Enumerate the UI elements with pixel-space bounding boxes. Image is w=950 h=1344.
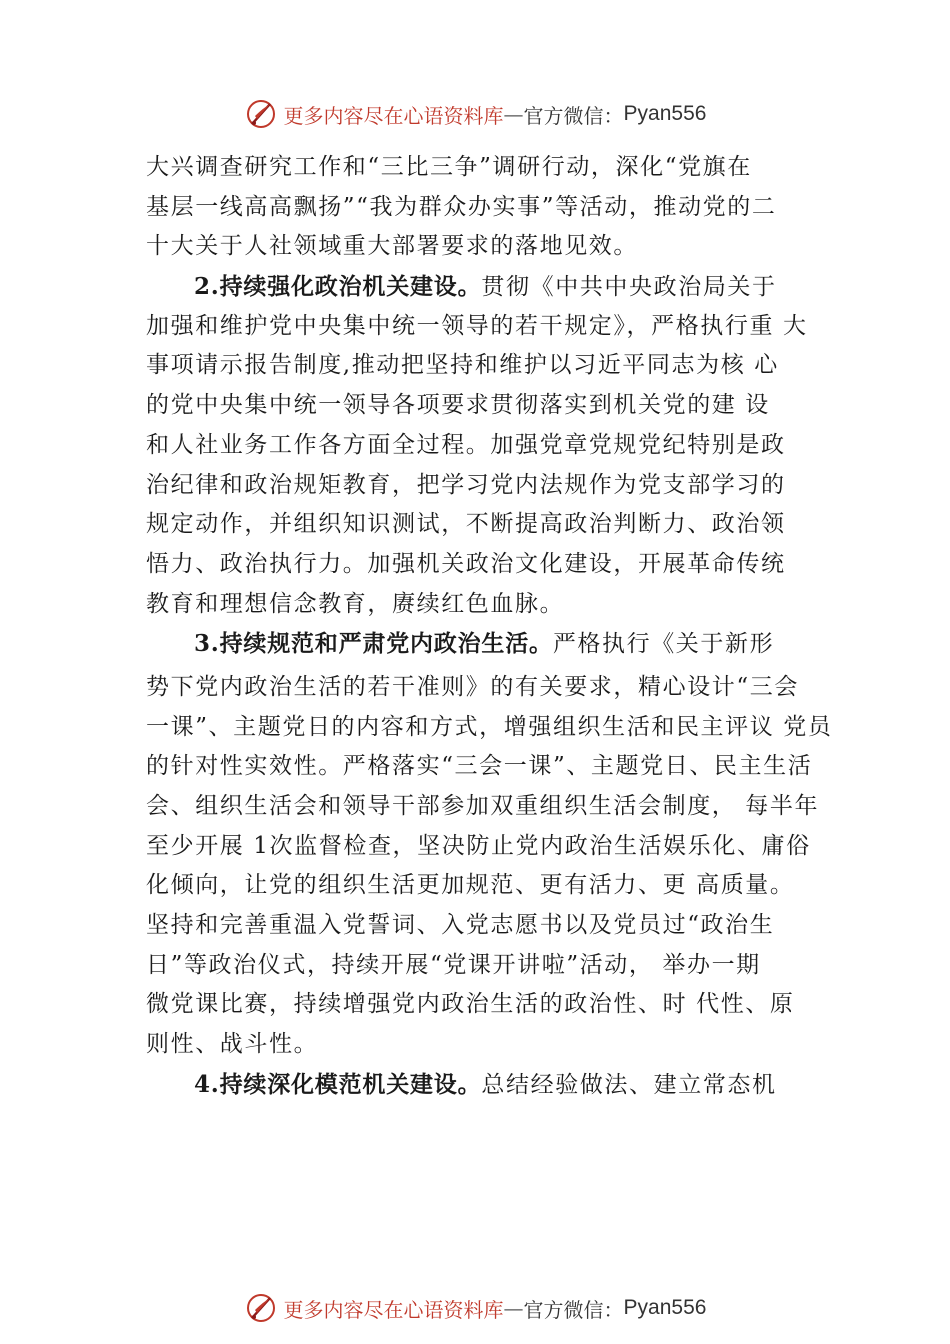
section-heading-2: 2.持续强化政治机关建设。 (194, 273, 482, 301)
body-line: 十大关于人社领域重大部署要求的落地见效。 (146, 233, 638, 260)
body-line: 大兴调查研究工作和“三比三争”调研行动，深化“党旗在 (146, 154, 752, 180)
banner-slogan: 更多内容尽在心语资料库 (283, 1297, 504, 1322)
header-banner (0, 92, 950, 136)
banner-slogan: 更多内容尽在心语资料库 (283, 103, 504, 128)
section-4-first-line (146, 1065, 836, 1105)
quill-pen-seal-icon (244, 97, 278, 131)
section-3-first-line (146, 624, 836, 664)
banner-wechat-id: Pyan556 (623, 1296, 707, 1319)
section-2-first-line (146, 267, 836, 307)
body-line: 总结经验做法、建立常态机 (481, 1071, 777, 1098)
body-line: 规定动作，并组织知识测试，不断提高政治判断力、政治领 (146, 511, 786, 538)
body-line: 治纪律和政治规矩教育，把学习党内法规作为党支部学习的 (146, 471, 786, 498)
body-line: 则性、战斗性。 (146, 1031, 319, 1058)
body-line: 微党课比赛，持续增强党内政治生活的政治性、时 代性、原 (146, 991, 795, 1018)
body-line: 基层一线高高飘扬”“我为群众办实事”等活动，推动党的二 (146, 193, 777, 220)
footer-banner (0, 1286, 950, 1330)
quill-pen-seal-icon (244, 1291, 278, 1325)
banner-wechat-label: 官方微信： (523, 103, 624, 128)
body-line: 加强和维护党中央集中统一领导的若干规定》，严格执行重 大 (146, 312, 808, 339)
body-line: 严格执行《关于新形 (552, 631, 775, 658)
body-line: 日”等政治仪式，持续开展“党课开讲啦”活动， 举办一期 (146, 951, 761, 978)
body-line: 坚持和完善重温入党誓词、入党志愿书以及党员过“政治生 (146, 912, 775, 939)
section-heading-3: 3.持续规范和严肃党内政治生活。 (194, 630, 553, 658)
banner-separator: — (503, 102, 524, 126)
body-line: 会、组织生活会和领导干部参加双重组织生活会制度， 每半年 (146, 793, 820, 819)
body-line: 的党中央集中统一领导各项要求贯彻落实到机关党的建 设 (146, 392, 770, 419)
body-line: 至少开展 1次监督检查，坚决防止党内政治生活娱乐化、庸俗 (146, 832, 811, 859)
body-line: 化倾向，让党的组织生活更加规范、更有活力、更 高质量。 (146, 872, 795, 899)
body-line: 势下党内政治生活的若干准则》的有关要求，精心设计“三会 (146, 673, 799, 700)
body-line: 和人社业务工作各方面全过程。加强党章党规党纪特别是政 (146, 431, 786, 458)
section-heading-4: 4.持续深化模范机关建设。 (194, 1070, 482, 1098)
banner-separator: — (503, 1296, 524, 1320)
document-body (146, 148, 836, 1105)
body-line: 事项请示报告制度,推动把坚持和维护以习近平同志为核 心 (146, 352, 779, 379)
body-line: 教育和理想信念教育，赓续红色血脉。 (146, 590, 565, 617)
body-line: 贯彻《中共中央政治局关于 (481, 274, 777, 301)
body-line: 的针对性实效性。严格落实“三会一课”、主题党日、民主生活 (146, 753, 813, 780)
body-line: 一课”、主题党日的内容和方式，增强组织生活和民主评议 党员 (146, 713, 833, 740)
body-line: 悟力、政治执行力。加强机关政治文化建设，开展革命传统 (146, 550, 786, 577)
banner-wechat-id: Pyan556 (623, 102, 707, 125)
banner-wechat-label: 官方微信： (523, 1297, 624, 1322)
